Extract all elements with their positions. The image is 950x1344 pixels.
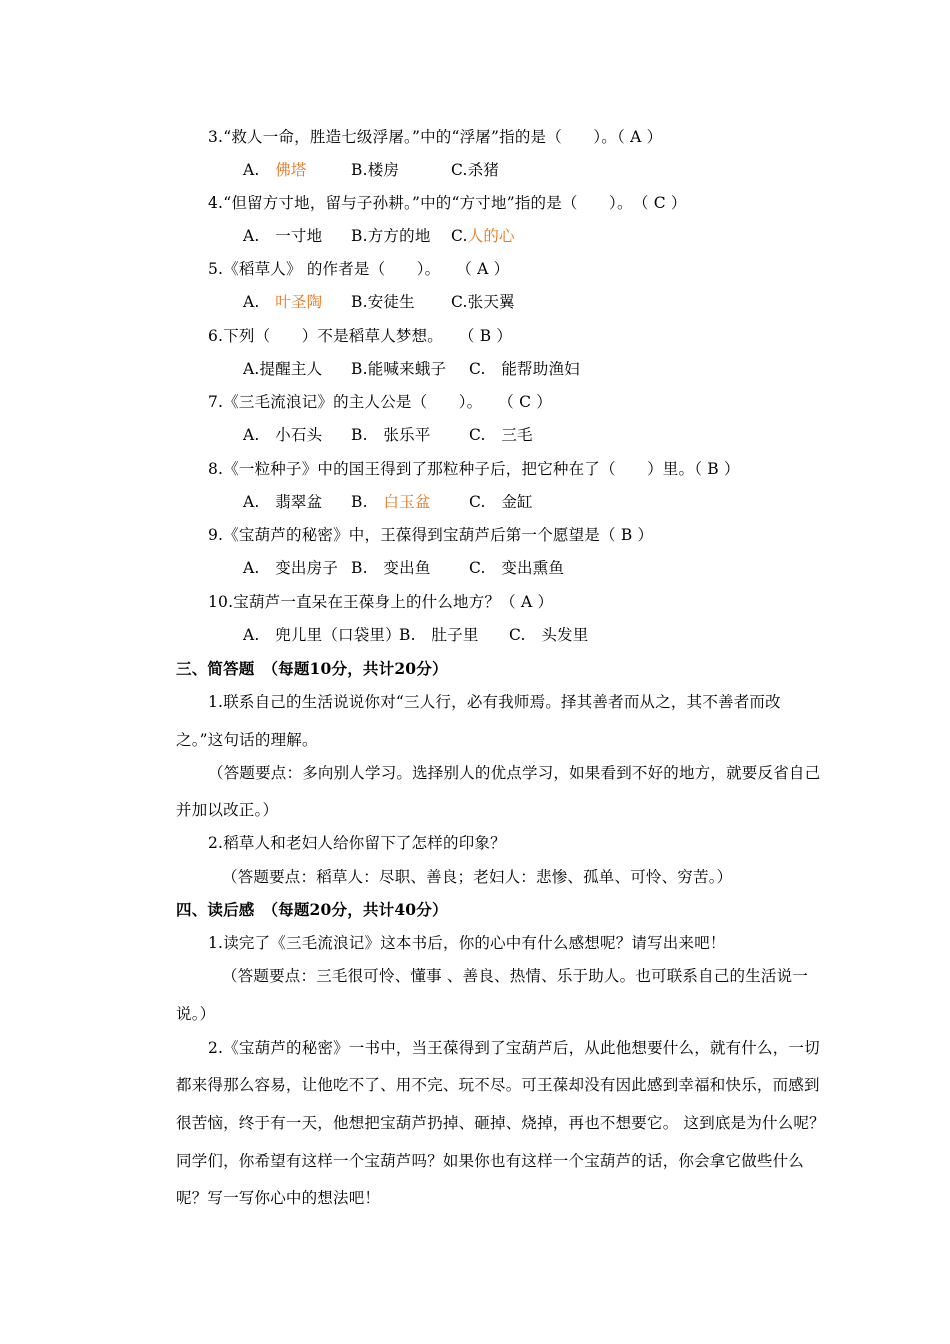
- option-b: 能喊来蛾子: [367, 360, 447, 378]
- section-4-title: 四、读后感 （每题20分，共计40分）: [176, 900, 448, 919]
- reading-a1-line2: 说。）: [176, 1005, 216, 1023]
- reading-q2-line5: 呢？写一写你心中的想法吧！: [176, 1189, 381, 1207]
- question-8-stem: 8.《一粒种子》中的国王得到了那粒种子后，把它种在了（ ）里。（ B ）: [208, 460, 740, 478]
- short-a2: （答题要点：稻草人：尽职、善良；老妇人：悲惨、孤单、可怜、穷苦。）: [222, 868, 733, 886]
- question-7-stem: 7.《三毛流浪记》的主人公是（ ）。 （ C ）: [208, 393, 552, 411]
- option-c: 能帮助渔妇: [501, 360, 580, 378]
- option-b: 方方的地: [367, 227, 431, 245]
- option-a: 变出房子: [275, 559, 339, 577]
- option-b: 安徒生: [367, 293, 415, 311]
- option-b: 张乐平: [383, 426, 431, 444]
- short-q2: 2.稻草人和老妇人给你留下了怎样的印象？: [208, 834, 506, 852]
- question-10-stem: 10.宝葫芦一直呆在王葆身上的什么地方？（ A ）: [208, 593, 554, 611]
- option-a: 小石头: [275, 426, 323, 444]
- question-4-stem: 4.“但留方寸地，留与子孙耕。”中的“方寸地”指的是（ ）。 （ C ）: [208, 194, 687, 212]
- reading-q2-line3: 很苦恼，终于有一天，他想把宝葫芦扔掉、砸掉、烧掉，再也不想要它。 这到底是为什么呢？: [176, 1114, 825, 1132]
- option-b: 白玉盆: [383, 493, 431, 511]
- option-b: 肚子里: [431, 626, 479, 644]
- option-a: 佛塔: [275, 161, 307, 179]
- option-b: 楼房: [367, 161, 400, 179]
- option-a: 翡翠盆: [275, 493, 323, 511]
- option-a: 提醒主人: [259, 360, 323, 378]
- reading-q2-line1: 2.《宝葫芦的秘密》一书中，当王葆得到了宝葫芦后，从此他想要什么，就有什么，一切: [208, 1039, 820, 1057]
- short-q1-line2: 之。”这句话的理解。: [176, 731, 318, 749]
- option-c: 张天翼: [467, 293, 515, 311]
- short-a1-line2: 并加以改正。）: [176, 801, 279, 819]
- question-9-stem: 9.《宝葫芦的秘密》中，王葆得到宝葫芦后第一个愿望是（ B ）: [208, 526, 654, 544]
- option-c: 金缸: [501, 493, 533, 511]
- option-a: 一寸地: [275, 227, 323, 245]
- option-c: 人的心: [467, 227, 515, 245]
- option-c: 变出熏鱼: [501, 559, 565, 577]
- option-a: 兜儿里（口袋里）: [275, 626, 401, 644]
- short-q1-line1: 1.联系自己的生活说说你对“三人行，必有我师焉。择其善者而从之，其不善者而改: [208, 693, 781, 711]
- question-6-stem: 6.下列（ ）不是稻草人梦想。 （ B ）: [208, 327, 513, 345]
- question-3-stem: 3.“救人一命，胜造七级浮屠。”中的“浮屠”指的是（ ）。（ A ）: [208, 128, 663, 146]
- option-c: 三毛: [501, 426, 533, 444]
- option-b: 变出鱼: [383, 559, 431, 577]
- option-c: 杀猪: [467, 161, 500, 179]
- option-c: 头发里: [541, 626, 589, 644]
- reading-q2-line2: 都来得那么容易，让他吃不了、用不完、玩不尽。可王葆却没有因此感到幸福和快乐，而感到: [176, 1076, 820, 1094]
- short-a1-line1: （答题要点：多向别人学习。选择别人的优点学习，如果看到不好的地方，就要反省自己: [208, 764, 821, 782]
- question-5-stem: 5.《稻草人》 的作者是（ ）。 （ A ）: [208, 260, 510, 278]
- section-3-title: 三、简答题 （每题10分，共计20分）: [176, 659, 448, 678]
- reading-q1: 1.读完了《三毛流浪记》这本书后，你的心中有什么感想呢？请写出来吧！: [208, 934, 726, 952]
- option-a: 叶圣陶: [275, 293, 323, 311]
- reading-q2-line4: 同学们，你希望有这样一个宝葫芦吗？如果你也有这样一个宝葫芦的话，你会拿它做些什么: [176, 1152, 805, 1170]
- reading-a1-line1: （答题要点：三毛很可怜、懂事 、善良、热情、乐于助人。也可联系自己的生活说一: [222, 967, 809, 985]
